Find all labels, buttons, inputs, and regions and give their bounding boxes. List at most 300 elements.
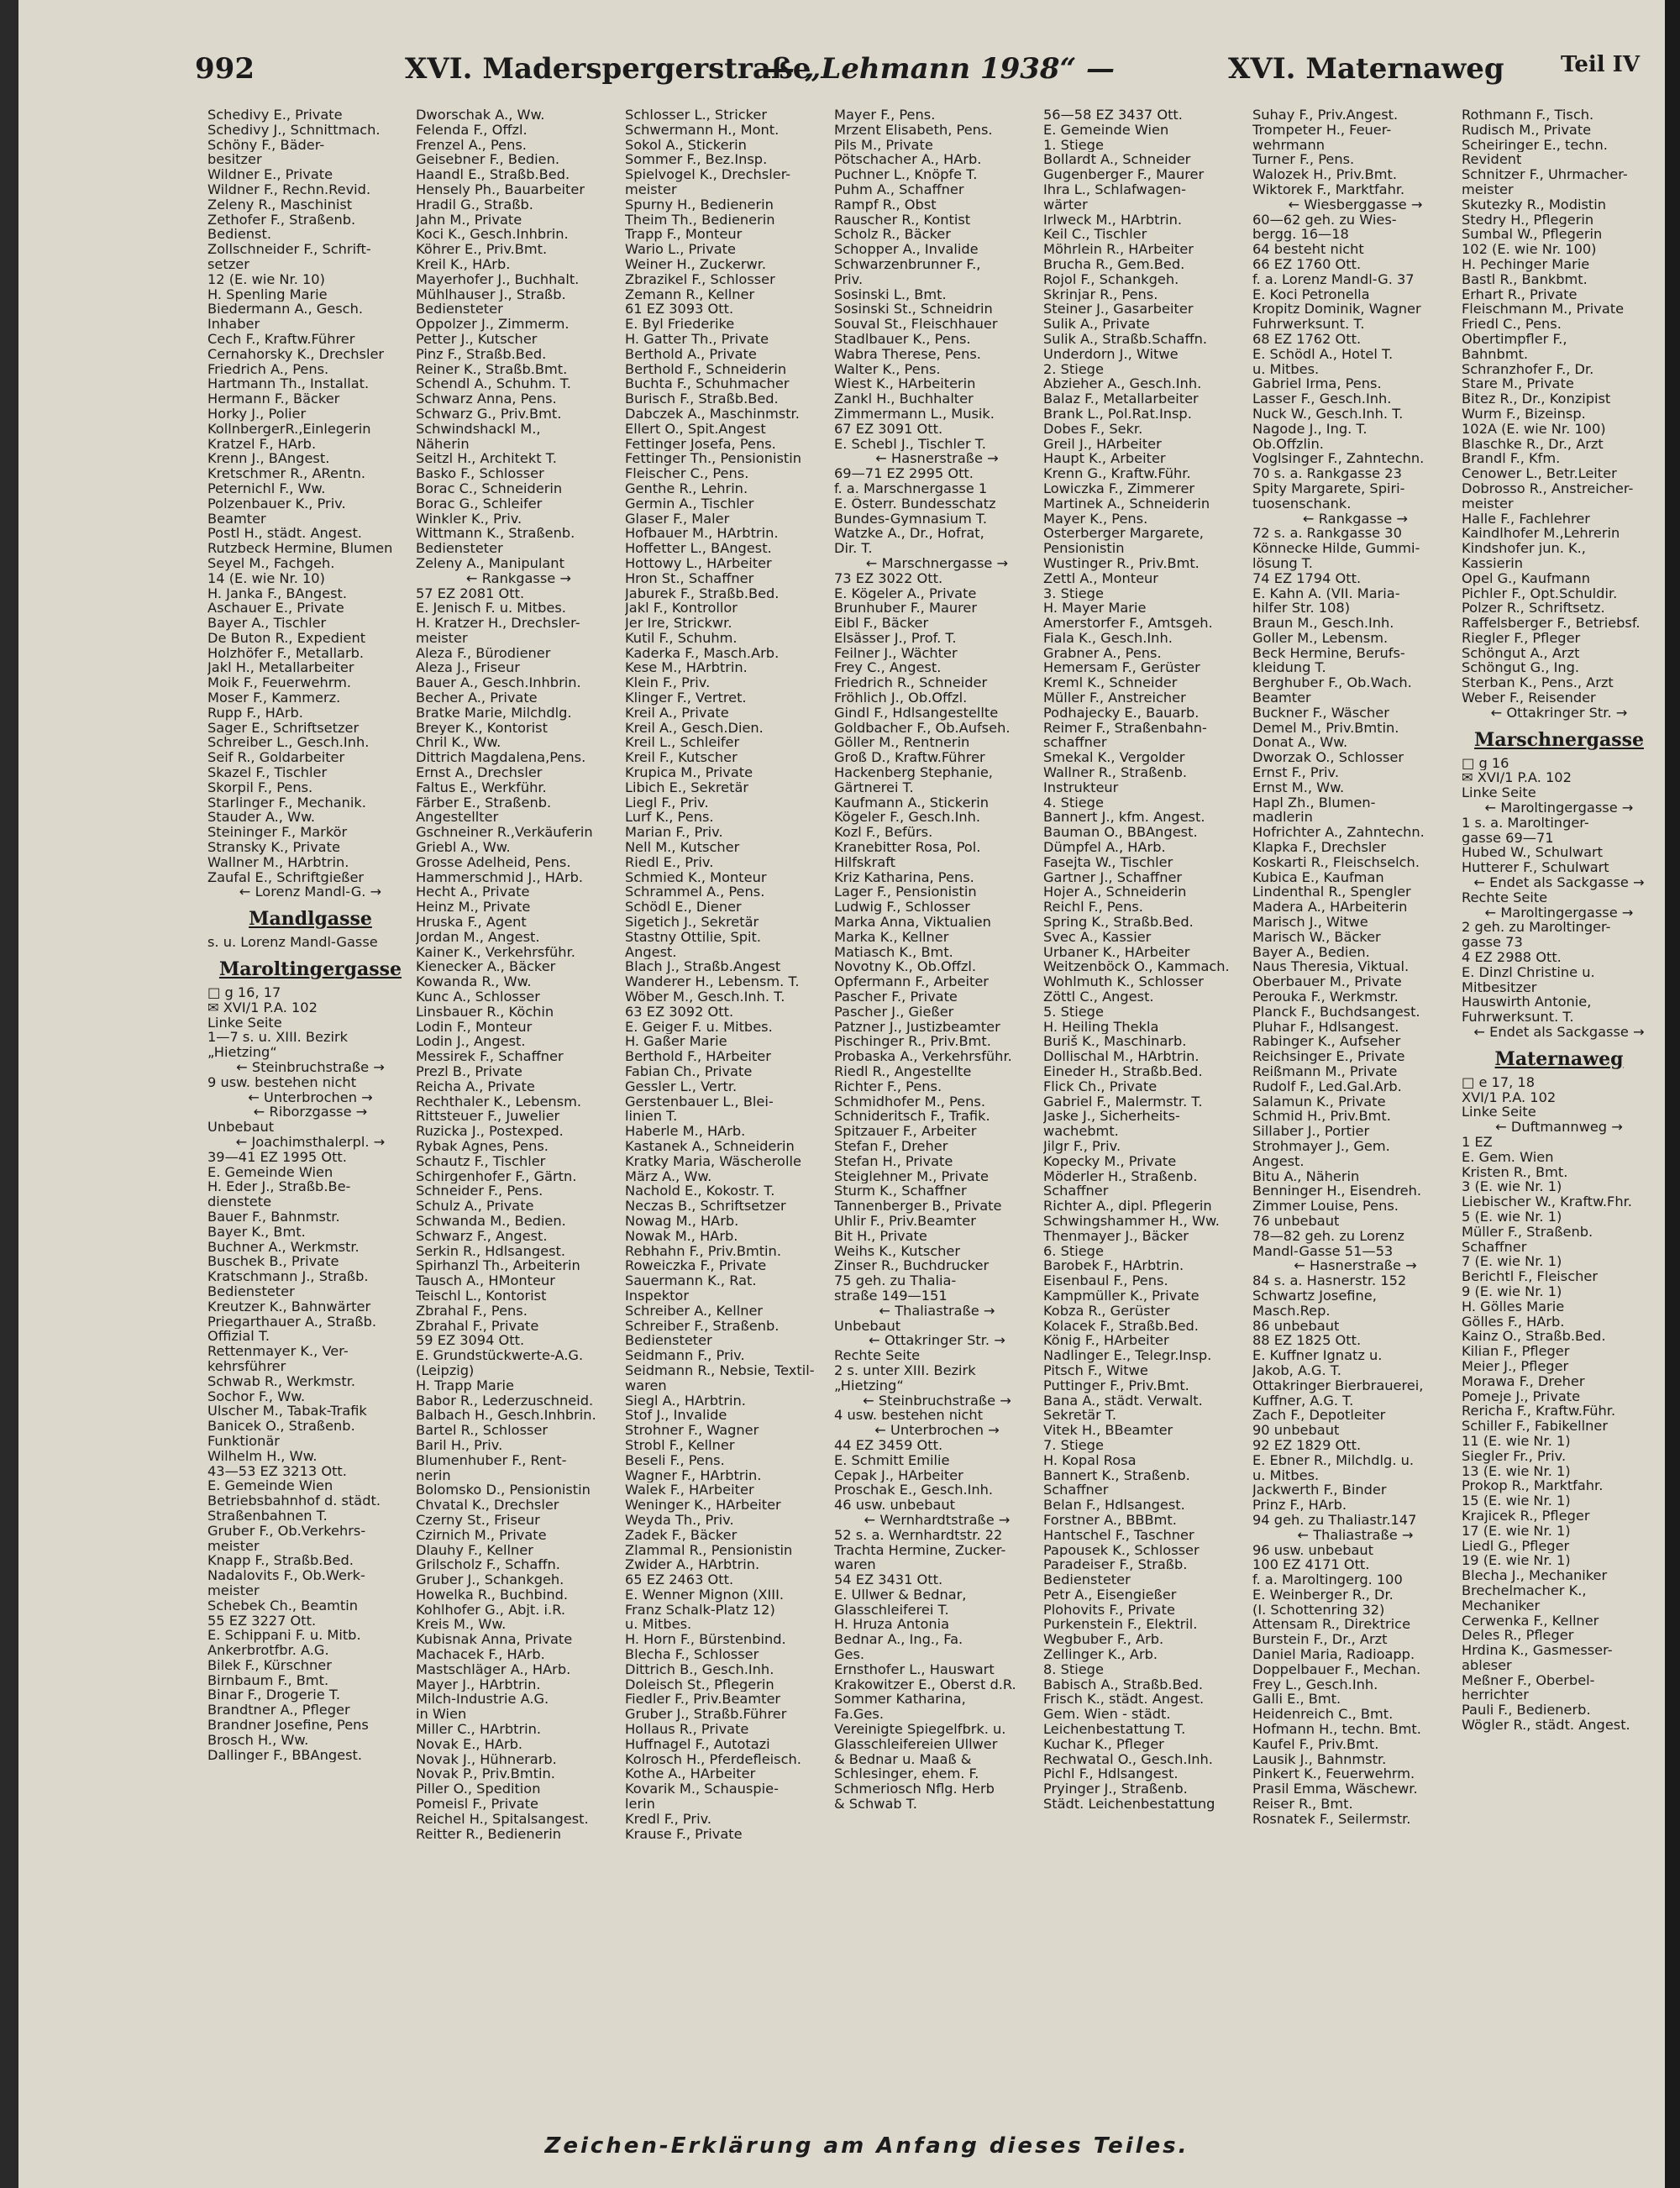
directory-entry: Hojer A., Schneiderin: [1043, 884, 1187, 900]
directory-entry: Nell M., Kutscher: [625, 840, 740, 855]
directory-entry: Biedermann A., Gesch.: [207, 302, 363, 317]
directory-entry: Schwindshackl M.,: [416, 421, 541, 437]
directory-entry: Rericha F., Kraftw.Führ.: [1462, 1404, 1616, 1419]
directory-entry: Bannert K., Straßenb.: [1043, 1467, 1190, 1483]
directory-entry: Fuhrwerksunt. T.: [1252, 317, 1365, 332]
directory-entry: meister: [416, 630, 468, 646]
directory-entry: Stauder A., Ww.: [207, 810, 315, 826]
directory-entry: Barobek F., HArbtrin.: [1043, 1258, 1184, 1274]
directory-entry: Schedivy J., Schnittmach.: [207, 122, 381, 138]
directory-entry: Irlweck M., HArbtrin.: [1043, 212, 1183, 228]
directory-entry: Skazel F., Tischler: [207, 765, 328, 780]
directory-entry: Burisch F., Straßb.Bed.: [625, 391, 779, 407]
directory-entry: Berthold A., Private: [625, 346, 757, 362]
cross-street-marker: ← Lorenz Mandl-G. →: [239, 884, 382, 900]
directory-entry: Keil C., Tischler: [1043, 227, 1147, 243]
directory-entry: Kozl F., Befürs.: [834, 825, 933, 841]
directory-entry: Seitzl H., Architekt T.: [416, 451, 557, 467]
directory-entry: Sosinski St., Schneidrin: [834, 302, 993, 317]
directory-entry: Scholz R., Bäcker: [834, 227, 951, 243]
directory-entry: Schaffner: [1043, 1482, 1109, 1498]
directory-entry: Bit H., Private: [834, 1228, 927, 1244]
directory-entry: Kreil L., Schleifer: [625, 735, 740, 751]
directory-entry: E. Österr. Bundesschatz: [834, 496, 996, 512]
directory-entry: Hantschel F., Taschner: [1043, 1527, 1194, 1543]
directory-entry: Puhm A., Schaffner: [834, 181, 964, 197]
directory-entry: Sauermann K., Rat.: [625, 1273, 757, 1288]
directory-entry: Stefan H., Private: [834, 1153, 953, 1169]
directory-entry: Kopecky M., Private: [1043, 1153, 1177, 1169]
directory-entry: Inspektor: [625, 1288, 689, 1304]
directory-entry: Balaz F., Metallarbeiter: [1043, 391, 1199, 407]
directory-entry: straße 149—151: [834, 1288, 948, 1304]
directory-entry: Reichl F., Pens.: [1043, 900, 1143, 916]
directory-entry: Wilhelm H., Ww.: [207, 1448, 318, 1464]
directory-entry: Blach J., Straßb.Angest: [625, 959, 781, 975]
directory-entry: 94 geh. zu Thaliastr.147: [1252, 1512, 1417, 1528]
directory-entry: 5. Stiege: [1043, 1004, 1104, 1020]
directory-entry: u. Mitbes.: [625, 1617, 692, 1633]
directory-entry: Straßenbahnen T.: [207, 1508, 328, 1524]
directory-entry: Krenn G., Kraftw.Führ.: [1043, 466, 1191, 481]
directory-entry: Brandtner A., Pfleger: [207, 1703, 350, 1718]
directory-entry: 74 EZ 1794 Ott.: [1252, 570, 1362, 586]
directory-entry: Friedrich R., Schneider: [834, 675, 988, 691]
directory-entry: Kubisnak Anna, Private: [416, 1632, 573, 1648]
directory-entry: Richter F., Pens.: [834, 1078, 942, 1094]
directory-entry: Sumbal W., Pflegerin: [1462, 227, 1603, 243]
directory-entry: Gschneiner R.,Verkäuferin: [416, 825, 593, 841]
directory-entry: wärter: [1043, 197, 1088, 213]
directory-entry: Fuhrwerksunt. T.: [1462, 1010, 1574, 1026]
directory-entry: Rudolf F., Led.Gal.Arb.: [1252, 1078, 1402, 1094]
directory-entry: Riegler F., Pfleger: [1462, 630, 1581, 646]
directory-entry: Prinz F., HArb.: [1252, 1498, 1347, 1513]
directory-entry: Fleischer C., Pens.: [625, 466, 749, 481]
directory-entry: Souval St., Fleischhauer: [834, 317, 998, 332]
directory-entry: Kreis M., Ww.: [416, 1617, 507, 1633]
directory-entry: Bauman O., BBAngest.: [1043, 825, 1198, 841]
directory-column-1: [207, 108, 413, 2081]
directory-entry: Polzenbauer K., Priv.: [207, 496, 346, 512]
directory-entry: 52 s. a. Wernhardtstr. 22: [834, 1527, 1003, 1543]
directory-entry: Rebhahn F., Priv.Bmtin.: [625, 1243, 781, 1259]
directory-entry: Hemersam F., Gerüster: [1043, 660, 1200, 676]
directory-entry: Zollschneider F., Schrift-: [207, 242, 371, 257]
directory-entry: gasse 69—71: [1462, 830, 1554, 846]
directory-entry: Sokol A., Stickerin: [625, 137, 747, 153]
directory-entry: Koci K., Gesch.Inhbrin.: [416, 227, 569, 243]
directory-entry: Hauswirth Antonie,: [1462, 994, 1592, 1010]
directory-entry: Scheiringer E., techn.: [1462, 137, 1608, 153]
directory-entry: Sekretär T.: [1043, 1408, 1117, 1424]
directory-entry: Dlauhy F., Kellner: [416, 1542, 533, 1558]
directory-entry: Feilner J., Wächter: [834, 645, 958, 661]
directory-entry: Bauer A., Gesch.Inhbrin.: [416, 675, 581, 691]
directory-entry: E. Weinberger R., Dr.: [1252, 1587, 1394, 1603]
directory-entry: Schendl A., Schuhm. T.: [416, 376, 571, 392]
directory-entry: 102A (E. wie Nr. 100): [1462, 421, 1606, 437]
directory-entry: Borac C., Schneiderin: [416, 480, 563, 496]
directory-entry: Buschek B., Private: [207, 1254, 339, 1270]
directory-entry: Deles R., Pfleger: [1462, 1628, 1574, 1644]
directory-entry: Reitter R., Bedienerin: [416, 1826, 561, 1842]
directory-entry: 17 (E. wie Nr. 1): [1462, 1523, 1571, 1539]
directory-entry: Schmid H., Priv.Bmt.: [1252, 1109, 1391, 1125]
directory-entry: Babisch A., Straßb.Bed.: [1043, 1676, 1204, 1692]
directory-entry: Hron St., Schaffner: [625, 570, 754, 586]
directory-entry: Kranebitter Rosa, Pol.: [834, 840, 981, 855]
directory-entry: Cernahorsky K., Drechsler: [207, 346, 385, 362]
directory-entry: Balbach H., Gesch.Inhbrin.: [416, 1408, 596, 1424]
directory-entry: Bednar A., Ing., Fa.: [834, 1632, 963, 1648]
directory-entry: Pinkert K., Feuerwehrm.: [1252, 1766, 1415, 1782]
directory-entry: Angest.: [625, 944, 677, 960]
directory-entry: Paradeiser F., Straßb.: [1043, 1557, 1188, 1573]
directory-entry: Ernst F., Priv.: [1252, 765, 1340, 780]
directory-entry: Gem. Wien - städt.: [1043, 1707, 1171, 1723]
directory-entry: E. Ullwer & Bednar,: [834, 1587, 967, 1603]
directory-entry: 56—58 EZ 3437 Ott.: [1043, 108, 1183, 123]
directory-entry: Haandl E., Straßb.Bed.: [416, 167, 570, 182]
directory-entry: Polzer R., Schriftsetz.: [1462, 601, 1605, 617]
directory-entry: E. Koci Petronella: [1252, 286, 1370, 302]
directory-entry: Lodin J., Angest.: [416, 1034, 526, 1050]
directory-entry: Schöngut G., Ing.: [1462, 660, 1580, 676]
directory-entry: Mayer J., HArbtrin.: [416, 1676, 541, 1692]
directory-entry: Seidmann F., Priv.: [625, 1348, 745, 1363]
directory-entry: Rechwatal O., Gesch.Inh.: [1043, 1751, 1213, 1767]
directory-entry: Berthold F., Schneiderin: [625, 361, 787, 377]
directory-entry: Fröhlich J., Ob.Offzl.: [834, 690, 968, 706]
directory-entry: Nachold E., Kokostr. T.: [625, 1183, 775, 1199]
directory-entry: Schlesinger, ehem. F.: [834, 1766, 979, 1782]
directory-entry: Kaderka F., Masch.Arb.: [625, 645, 780, 661]
directory-entry: Cech F., Kraftw.Führer: [207, 331, 355, 347]
directory-entry: Möderler H., Straßenb.: [1043, 1168, 1198, 1184]
directory-entry: Benninger H., Eisendreh.: [1252, 1183, 1422, 1199]
directory-entry: Chvatal K., Drechsler: [416, 1498, 559, 1513]
directory-entry: Petr A., Eisengießer: [1043, 1587, 1177, 1603]
directory-entry: Rechte Seite: [834, 1348, 921, 1363]
directory-entry: Bastl R., Bankbmt.: [1462, 271, 1588, 287]
directory-entry: Mrzent Elisabeth, Pens.: [834, 122, 993, 138]
directory-entry: Zbrazikel F., Schlosser: [625, 271, 775, 287]
directory-entry: □ g 16, 17: [207, 985, 281, 1000]
directory-entry: Novak J., Hühnerarb.: [416, 1751, 557, 1767]
directory-entry: Frisch K., städt. Angest.: [1043, 1692, 1205, 1708]
directory-entry: Spitzauer F., Arbeiter: [834, 1124, 977, 1139]
directory-entry: Schwanda M., Bedien.: [416, 1213, 566, 1229]
directory-entry: Schiller F., Fabikellner: [1462, 1419, 1608, 1434]
directory-entry: Kaindlhofer M.,Lehrerin: [1462, 526, 1620, 542]
directory-entry: herrichter: [1462, 1687, 1529, 1703]
directory-entry: Buchner A., Werkmstr.: [207, 1239, 360, 1255]
directory-entry: Obertimpfler F.,: [1462, 331, 1567, 347]
directory-entry: Bartel R., Schlosser: [416, 1423, 549, 1438]
directory-entry: Priegarthauer A., Straßb.: [207, 1314, 377, 1330]
directory-entry: Instrukteur: [1043, 779, 1119, 795]
directory-entry: Spirhanzl Th., Arbeiterin: [416, 1258, 580, 1274]
directory-entry: waren: [834, 1557, 876, 1573]
directory-entry: Horky J., Polier: [207, 406, 307, 422]
directory-entry: Halle F., Fachlehrer: [1462, 511, 1590, 527]
directory-entry: Bundes-Gymnasium T.: [834, 511, 988, 527]
directory-entry: Walter K., Pens.: [834, 361, 941, 377]
directory-entry: E. Grundstückwerte-A.G.: [416, 1348, 584, 1363]
directory-entry: 65 EZ 2463 Ott.: [625, 1572, 734, 1587]
directory-entry: Germin A., Tischler: [625, 496, 754, 512]
directory-entry: Suhay F., Priv.Angest.: [1252, 108, 1399, 123]
directory-entry: Frenzel A., Pens.: [416, 137, 527, 153]
directory-entry: Krenn J., BAngest.: [207, 451, 330, 467]
directory-entry: Siegler Fr., Priv.: [1462, 1448, 1567, 1464]
directory-entry: Rupp F., HArb.: [207, 705, 303, 721]
directory-entry: f. a. Maroltingerg. 100: [1252, 1572, 1403, 1587]
directory-entry: Stof J., Invalide: [625, 1408, 727, 1424]
directory-entry: E. Byl Friederike: [625, 317, 735, 332]
directory-entry: Bilek F., Kürschner: [207, 1657, 332, 1673]
directory-entry: H. Eder J., Straßb.Be-: [207, 1179, 351, 1195]
directory-entry: Wustinger R., Priv.Bmt.: [1043, 555, 1200, 571]
directory-entry: Schnitzer F., Uhrmacher-: [1462, 167, 1628, 182]
directory-entry: Ankerbrotfbr. A.G.: [207, 1643, 329, 1658]
directory-entry: Kowanda R., Ww.: [416, 974, 532, 990]
directory-entry: Burstein F., Dr., Arzt: [1252, 1632, 1388, 1648]
directory-entry: Rabinger K., Aufseher: [1252, 1034, 1401, 1050]
directory-entry: 92 EZ 1829 Ott.: [1252, 1437, 1362, 1453]
directory-entry: Friedl C., Pens.: [1462, 317, 1562, 332]
directory-entry: Breyer K., Kontorist: [416, 720, 548, 736]
directory-entry: Mayerhofer J., Buchhalt.: [416, 271, 580, 287]
directory-entry: De Buton R., Expedient: [207, 630, 366, 646]
directory-entry: Blecha F., Schlosser: [625, 1647, 759, 1662]
directory-entry: Hottowy L., HArbeiter: [625, 555, 772, 571]
directory-entry: Weber F., Reisender: [1462, 690, 1596, 706]
directory-entry: Hecht A., Private: [416, 884, 530, 900]
directory-entry: kehrsführer: [207, 1358, 286, 1374]
directory-entry: Moser F., Kammerz.: [207, 690, 341, 706]
directory-entry: Ellert O., Spit.Angest: [625, 421, 766, 437]
directory-entry: 1. Stiege: [1043, 137, 1104, 153]
directory-entry: Berthold F., HArbeiter: [625, 1049, 771, 1064]
directory-entry: Kreil K., HArb.: [416, 256, 511, 272]
directory-entry: Unbebaut: [834, 1318, 901, 1334]
directory-entry: Schlosser L., Stricker: [625, 108, 768, 123]
directory-entry: Birnbaum F., Bmt.: [207, 1672, 329, 1688]
directory-entry: Opel G., Kaufmann: [1462, 570, 1591, 586]
directory-entry: Mastschläger A., HArb.: [416, 1661, 571, 1677]
cross-street-marker: ← Thaliastraße →: [879, 1303, 995, 1319]
directory-entry: Chril K., Ww.: [416, 735, 501, 751]
cross-street-marker: ← Maroltingergasse →: [1484, 800, 1634, 816]
directory-entry: Pomeisl F., Private: [416, 1797, 538, 1812]
directory-entry: Libich E., Sekretär: [625, 779, 749, 795]
directory-entry: Rittsteuer F., Juwelier: [416, 1109, 560, 1125]
directory-entry: Brank L., Pol.Rat.Insp.: [1043, 406, 1192, 422]
directory-entry: Fiedler F., Priv.Beamter: [625, 1692, 781, 1708]
directory-entry: 84 s. a. Hasnerstr. 152: [1252, 1273, 1407, 1288]
cross-street-marker: ← Wernhardtstraße →: [864, 1512, 1011, 1528]
directory-entry: lösung T.: [1252, 555, 1313, 571]
directory-entry: Wagner F., HArbtrin.: [625, 1467, 762, 1483]
directory-entry: Puchner L., Knöpfe T.: [834, 167, 978, 182]
directory-entry: Schmeriosch Nflg. Herb: [834, 1781, 995, 1797]
directory-entry: Müller F., Straßenb.: [1462, 1224, 1593, 1240]
directory-entry: Rechthaler K., Lebensm.: [416, 1094, 582, 1110]
directory-entry: Pryinger J., Straßenb.: [1043, 1781, 1188, 1797]
directory-entry: meister: [1462, 181, 1514, 197]
directory-entry: Gruber J., Straßb.Führer: [625, 1707, 787, 1723]
directory-entry: Schmied K., Monteur: [625, 869, 767, 885]
directory-entry: Friedrich A., Pens.: [207, 361, 329, 377]
directory-entry: 72 s. a. Rankgasse 30: [1252, 526, 1402, 542]
directory-entry: Hrdina K., Gasmesser-: [1462, 1643, 1613, 1658]
directory-entry: Brandl F., Kfm.: [1462, 451, 1561, 467]
directory-entry: Walek F., HArbeiter: [625, 1482, 754, 1498]
directory-entry: Sillaber J., Portier: [1252, 1124, 1370, 1139]
directory-entry: Groß D., Kraftw.Führer: [834, 750, 985, 766]
directory-entry: Zeleny R., Maschinist: [207, 197, 353, 213]
directory-entry: besitzer: [207, 152, 262, 168]
directory-entry: Pluhar F., Hdlsangest.: [1252, 1019, 1399, 1035]
directory-entry: Klinger F., Vertret.: [625, 690, 747, 706]
directory-entry: Wittmann K., Straßenb.: [416, 526, 575, 542]
directory-entry: Perouka F., Werkmstr.: [1252, 989, 1399, 1005]
directory-entry: Zellinger K., Arb.: [1043, 1647, 1158, 1662]
directory-entry: Gärtnerei T.: [834, 779, 914, 795]
directory-entry: E. Kahn A. (VII. Maria-: [1252, 585, 1400, 601]
directory-entry: Attensam R., Direktrice: [1252, 1617, 1411, 1633]
directory-entry: (I. Schottenring 32): [1252, 1602, 1385, 1618]
directory-entry: Reimer F., Straßenbahn-: [1043, 720, 1207, 736]
directory-entry: Salamun K., Private: [1252, 1094, 1386, 1110]
directory-entry: Baril H., Priv.: [416, 1437, 503, 1453]
directory-entry: Rauscher R., Kontist: [834, 212, 971, 228]
directory-entry: Kilian F., Pfleger: [1462, 1344, 1570, 1359]
directory-entry: Nagode J., Ing. T.: [1252, 421, 1368, 437]
directory-entry: Jaburek F., Straßb.Bed.: [625, 585, 780, 601]
directory-entry: 90 unbebaut: [1252, 1423, 1340, 1438]
directory-entry: Zöttl C., Angest.: [1043, 989, 1154, 1005]
directory-entry: Bediensteter: [416, 541, 503, 556]
directory-entry: Sommer F., Bez.Insp.: [625, 152, 768, 168]
directory-entry: Strobl F., Kellner: [625, 1437, 735, 1453]
directory-entry: Plohovits F., Private: [1043, 1602, 1175, 1618]
directory-entry: E. Kögeler A., Private: [834, 585, 977, 601]
directory-entry: Rutzbeck Hermine, Blumen: [207, 541, 393, 556]
directory-entry: Mayer K., Pens.: [1043, 511, 1148, 527]
directory-entry: Bayer K., Bmt.: [207, 1224, 306, 1240]
directory-entry: 4. Stiege: [1043, 795, 1104, 811]
directory-entry: E. Schippani F. u. Mitb.: [207, 1628, 361, 1644]
directory-entry: Jer Ire, Strickwr.: [625, 616, 732, 631]
directory-entry: Schwarzenbrunner F.,: [834, 256, 981, 272]
directory-entry: 96 usw. unbebaut: [1252, 1542, 1374, 1558]
directory-entry: Brechelmacher K.,: [1462, 1582, 1587, 1598]
directory-entry: Linke Seite: [1462, 1104, 1536, 1120]
directory-entry: Liebischer W., Kraftw.Fhr.: [1462, 1194, 1632, 1209]
directory-entry: Babor R., Lederzuschneid.: [416, 1393, 594, 1409]
directory-entry: H. Spenling Marie: [207, 286, 328, 302]
directory-entry: H. Heiling Thekla: [1043, 1019, 1159, 1035]
directory-entry: Glasschleiferei T.: [834, 1602, 949, 1618]
directory-entry: Hubed W., Schulwart: [1462, 845, 1604, 861]
directory-entry: Gruber J., Schankgeh.: [416, 1572, 564, 1587]
directory-entry: Mayer F., Pens.: [834, 108, 936, 123]
directory-entry: schaffner: [1043, 735, 1107, 751]
directory-entry: Brosch H., Ww.: [207, 1732, 309, 1748]
directory-entry: Weyda Th., Priv.: [625, 1512, 734, 1528]
directory-entry: Erhart R., Private: [1462, 286, 1578, 302]
directory-entry: Sterban K., Pens., Arzt: [1462, 675, 1614, 691]
directory-entry: Theim Th., Bedienerin: [625, 212, 775, 228]
directory-entry: f. a. Marschnergasse 1: [834, 480, 988, 496]
directory-entry: Hruska F., Agent: [416, 915, 527, 930]
directory-entry: Linke Seite: [207, 1015, 282, 1031]
directory-entry: Wohlmuth K., Schlosser: [1043, 974, 1204, 990]
directory-entry: Fleischmann M., Private: [1462, 302, 1625, 317]
directory-entry: Pascher F., Private: [834, 989, 958, 1005]
directory-entry: 8. Stiege: [1043, 1661, 1104, 1677]
header-publication-title: — „Lehmann 1938“ —: [766, 52, 1115, 86]
directory-entry: H. Mayer Marie: [1043, 601, 1147, 617]
directory-entry: Martinek A., Schneiderin: [1043, 496, 1210, 512]
directory-entry: E. Gemeinde Wien: [207, 1164, 333, 1180]
directory-entry: Kriz Katharina, Pens.: [834, 869, 974, 885]
directory-entry: Aschauer E., Private: [207, 601, 344, 617]
directory-entry: Koskarti R., Fleischselch.: [1252, 854, 1420, 870]
directory-entry: meister: [207, 1582, 260, 1598]
directory-entry: Postl H., städt. Angest.: [207, 526, 362, 542]
directory-entry: Spielvogel K., Drechsler-: [625, 167, 791, 182]
directory-entry: 7 (E. wie Nr. 1): [1462, 1254, 1562, 1270]
directory-entry: Wiktorek F., Marktfahr.: [1252, 181, 1405, 197]
directory-entry: Angest.: [1252, 1153, 1305, 1169]
directory-entry: Demel M., Priv.Bmtin.: [1252, 720, 1399, 736]
directory-entry: Zach F., Depotleiter: [1252, 1408, 1386, 1424]
directory-entry: Frey C., Angest.: [834, 660, 942, 676]
directory-entry: Hensely Ph., Bauarbeiter: [416, 181, 585, 197]
directory-entry: 2 geh. zu Maroltinger-: [1462, 920, 1611, 936]
directory-entry: Wallner M., HArbtrin.: [207, 854, 349, 870]
directory-entry: 15 (E. wie Nr. 1): [1462, 1493, 1571, 1509]
directory-entry: H. Gölles Marie: [1462, 1299, 1565, 1314]
directory-entry: Schedivy E., Private: [207, 108, 343, 123]
directory-entry: Urbaner K., HArbeiter: [1043, 944, 1190, 960]
directory-entry: 68 EZ 1762 Ott.: [1252, 331, 1362, 347]
directory-entry: Schaffner: [1462, 1239, 1527, 1255]
directory-entry: E. Gem. Wien: [1462, 1149, 1554, 1165]
cross-street-marker: ← Wiesberggasse →: [1288, 197, 1423, 213]
directory-entry: Heidenreich C., Bmt.: [1252, 1707, 1394, 1723]
directory-entry: Lodin F., Monteur: [416, 1019, 533, 1035]
directory-entry: Hilfskraft: [834, 854, 896, 870]
directory-entry: Hollaus R., Private: [625, 1722, 749, 1737]
directory-entry: Stadlbauer K., Pens.: [834, 331, 971, 347]
directory-page: [18, 0, 1665, 2188]
directory-entry: Fettinger Th., Pensionistin: [625, 451, 801, 467]
directory-entry: 86 unbebaut: [1252, 1318, 1340, 1334]
directory-entry: Novak P., Priv.Bmtin.: [416, 1766, 555, 1782]
directory-entry: 70 s. a. Rankgasse 23: [1252, 466, 1402, 481]
directory-entry: Kolacek F., Straßb.Bed.: [1043, 1318, 1199, 1334]
directory-entry: Knapp F., Straßb.Bed.: [207, 1553, 354, 1569]
directory-entry: Inhaber: [207, 317, 260, 332]
directory-entry: E. Gemeinde Wien: [207, 1478, 333, 1494]
cross-street-marker: ← Unterbrochen →: [248, 1089, 373, 1105]
directory-entry: wachebmt.: [1043, 1124, 1119, 1139]
